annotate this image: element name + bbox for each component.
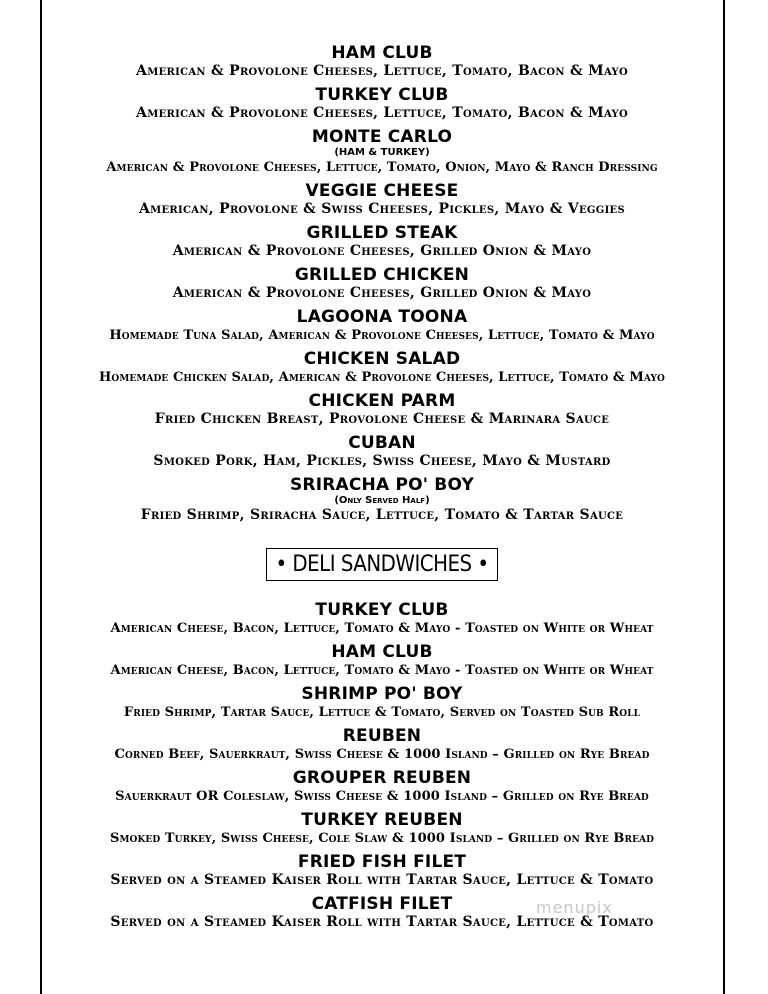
- item-description: Homemade Chicken Salad, American & Provolone Cheeses, Lettuce, Tomato & Mayo: [99, 370, 665, 385]
- item-name: GRILLED CHICKEN: [294, 265, 470, 285]
- watermark-text: menupix: [536, 898, 613, 917]
- item-name: VEGGIE CHEESE: [305, 181, 459, 201]
- menu-item: [44, 643, 720, 679]
- item-name: CHICKEN SALAD: [303, 349, 461, 369]
- page-border-right: [723, 0, 725, 994]
- item-name: SHRIMP PO' BOY: [301, 684, 463, 704]
- item-note: (HAM & TURKEY): [334, 147, 430, 158]
- page-border-left: [40, 0, 42, 994]
- menu-item: [44, 182, 720, 218]
- deli-sandwiches-heading: • DELI SANDWICHES •: [266, 548, 497, 581]
- item-description: Smoked Pork, Ham, Pickles, Swiss Cheese, Mayo & Mustard: [153, 453, 611, 469]
- item-description: Sauerkraut OR Coleslaw, Swiss Cheese & 1000 Island – Grilled on Rye Bread: [115, 789, 649, 804]
- item-description: American, Provolone & Swiss Cheeses, Pickles, Mayo & Veggies: [138, 201, 626, 217]
- item-name: HAM CLUB: [331, 642, 433, 662]
- item-description: Served on a Steamed Kaiser Roll with Tartar Sauce, Lettuce & Tomato: [110, 914, 654, 930]
- menu-item: [44, 769, 720, 805]
- menu-item: [44, 308, 720, 344]
- item-description: American Cheese, Bacon, Lettuce, Tomato & Mayo - Toasted on White or Wheat: [110, 621, 654, 636]
- item-description: American & Provolone Cheeses, Lettuce, Tomato, Bacon & Mayo: [136, 63, 628, 79]
- item-name: GROUPER REUBEN: [292, 768, 472, 788]
- deli-sandwich-list: [44, 601, 720, 931]
- item-description: Corned Beef, Sauerkraut, Swiss Cheese & 1000 Island – Grilled on Rye Bread: [114, 747, 650, 762]
- menu-item: [44, 811, 720, 847]
- item-name: CHICKEN PARM: [308, 391, 456, 411]
- item-description: American & Provolone Cheeses, Lettuce, Tomato, Onion, Mayo & Ranch Dressing: [106, 160, 658, 175]
- menu-item: [44, 601, 720, 637]
- hot-sandwich-list: [44, 44, 720, 524]
- item-name: CATFISH FILET: [311, 894, 453, 914]
- item-description: Served on a Steamed Kaiser Roll with Tartar Sauce, Lettuce & Tomato: [110, 872, 654, 888]
- item-description: Fried Shrimp, Sriracha Sauce, Lettuce, Tomato & Tartar Sauce: [140, 507, 624, 523]
- item-name: CUBAN: [348, 433, 416, 453]
- item-name: GRILLED STEAK: [306, 223, 458, 243]
- menu-item: [44, 392, 720, 428]
- item-name: TURKEY CLUB: [315, 85, 449, 105]
- item-description: Homemade Tuna Salad, American & Provolone Cheeses, Lettuce, Tomato & Mayo: [109, 328, 655, 343]
- menu-item: [44, 434, 720, 470]
- menu-item: [44, 350, 720, 386]
- item-name: MONTE CARLO: [311, 127, 453, 147]
- item-description: American & Provolone Cheeses, Grilled Onion & Mayo: [172, 243, 592, 259]
- menu-item: [44, 895, 720, 931]
- item-description: American Cheese, Bacon, Lettuce, Tomato & Mayo - Toasted on White or Wheat: [110, 663, 654, 678]
- menu-item: [44, 853, 720, 889]
- item-name: TURKEY REUBEN: [301, 810, 463, 830]
- menu-page: [44, 44, 720, 931]
- item-description: American & Provolone Cheeses, Grilled Onion & Mayo: [172, 285, 592, 301]
- item-name: SRIRACHA PO' BOY: [289, 475, 475, 495]
- item-name: LAGOONA TOONA: [296, 307, 468, 327]
- menu-item: [44, 685, 720, 721]
- menu-item: [44, 476, 720, 524]
- item-description: Fried Chicken Breast, Provolone Cheese & Marinara Sauce: [154, 411, 610, 427]
- item-note: (Only Served Half): [334, 495, 430, 506]
- item-name: FRIED FISH FILET: [297, 852, 467, 872]
- menu-item: [44, 86, 720, 122]
- menu-item: [44, 128, 720, 176]
- item-name: HAM CLUB: [331, 43, 433, 63]
- item-name: TURKEY CLUB: [315, 600, 449, 620]
- menu-item: [44, 727, 720, 763]
- item-description: American & Provolone Cheeses, Lettuce, Tomato, Bacon & Mayo: [136, 105, 628, 121]
- item-name: REUBEN: [342, 726, 422, 746]
- menu-item: [44, 266, 720, 302]
- item-description: Smoked Turkey, Swiss Cheese, Cole Slaw & 1000 Island – Grilled on Rye Bread: [109, 831, 655, 846]
- menu-item: [44, 224, 720, 260]
- menu-item: [44, 44, 720, 80]
- item-description: Fried Shrimp, Tartar Sauce, Lettuce & Tomato, Served on Toasted Sub Roll: [123, 705, 641, 720]
